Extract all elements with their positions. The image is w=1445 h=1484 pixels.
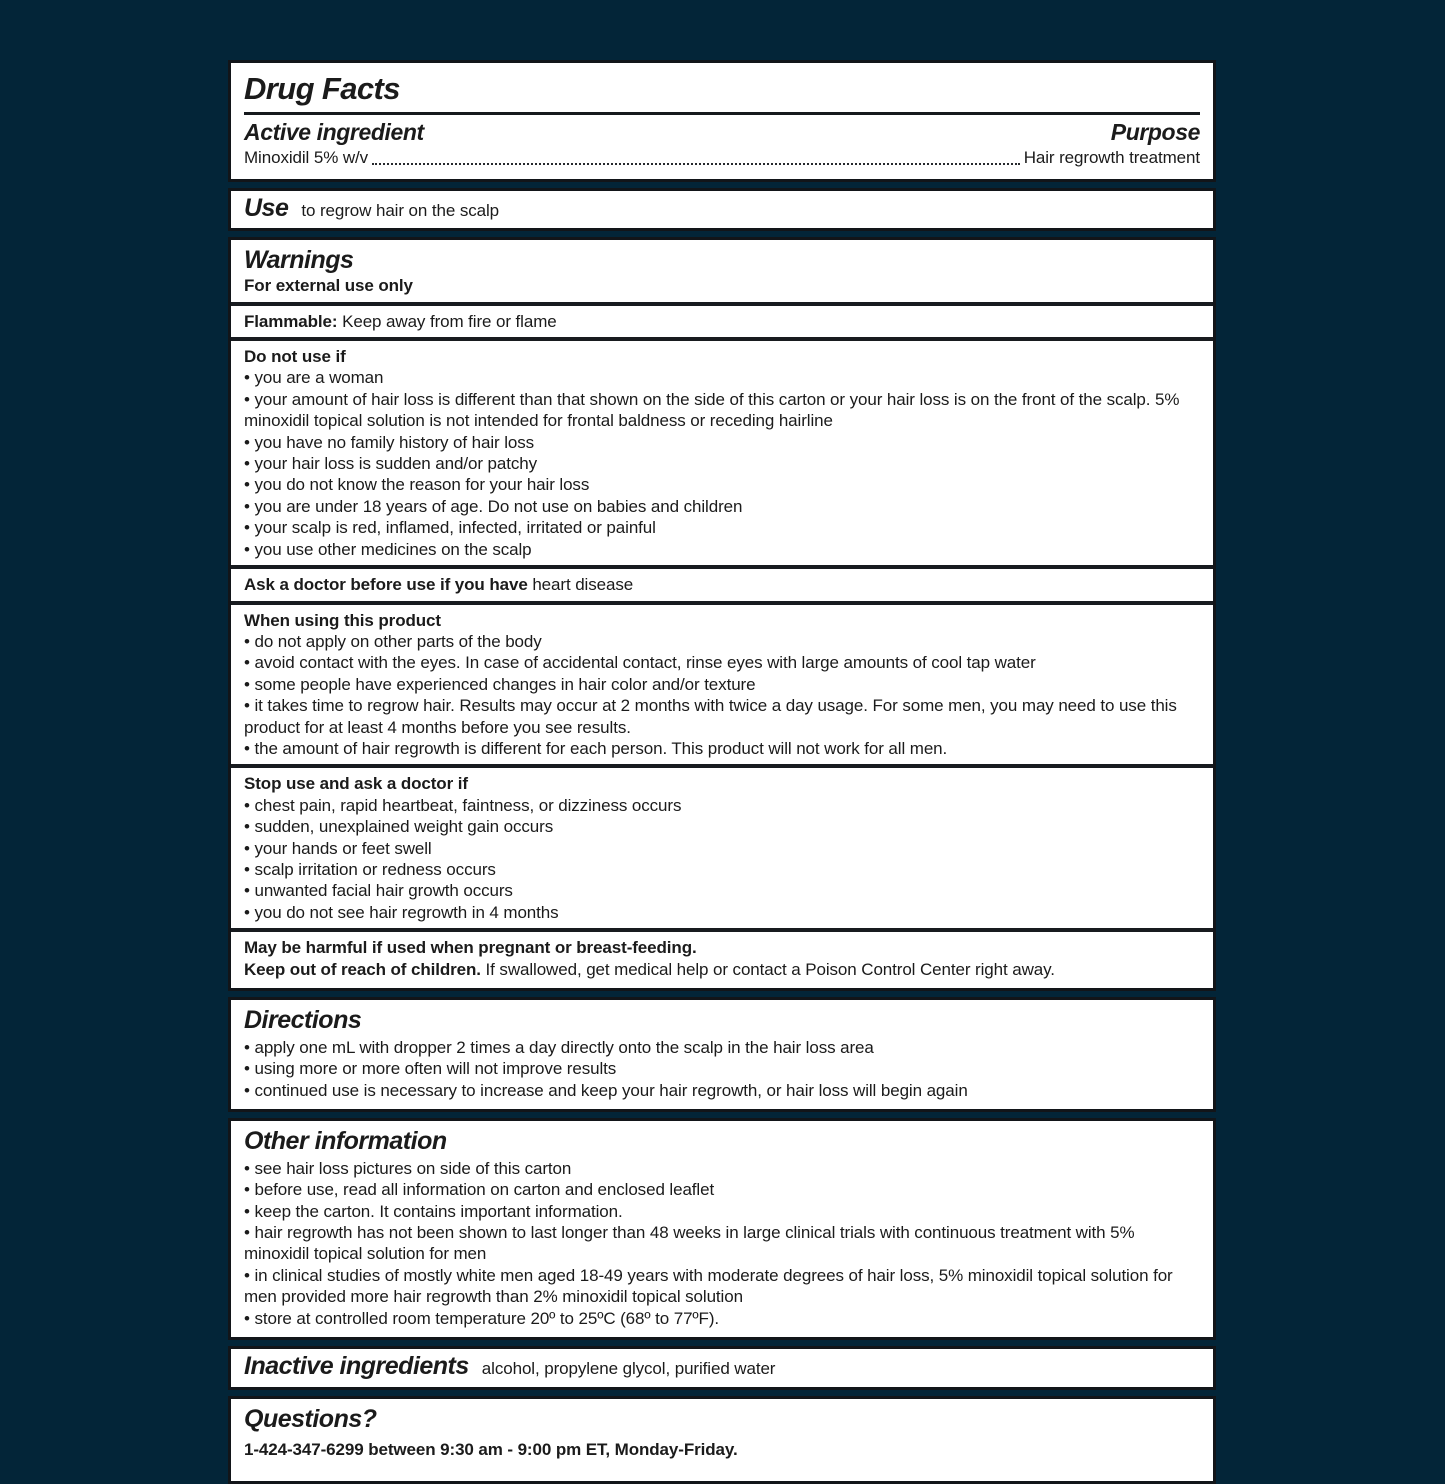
section-warnings [228, 237, 1216, 991]
ingredient-name: Minoxidil 5% w/v [244, 147, 369, 167]
bullet-item: • avoid contact with the eyes. In case of accidental contact, rinse eyes with large amounts of cool tap water [244, 653, 1036, 673]
questions-heading: Questions? [244, 1404, 377, 1433]
bullet-item: • hair regrowth has not been shown to last longer than 48 weeks in large clinical trials with continuous treatment with 5% minoxidil topical solution for men [244, 1222, 1135, 1264]
external-use-line: For external use only [244, 276, 413, 296]
bullet-item: • store at controlled room temperature 20º to 25ºC (68º to 77ºF). [244, 1308, 720, 1328]
section-divider [231, 928, 1213, 932]
drug-facts-label [228, 60, 1216, 1484]
bullet-item: • your hands or feet swell [244, 838, 432, 858]
flammable-label: Flammable: [244, 311, 338, 331]
bullet-item: • keep the carton. It contains important information. [244, 1201, 623, 1221]
section-divider [231, 337, 1213, 341]
bullet-item: • your scalp is red, inflamed, infected, irritated or painful [244, 518, 656, 538]
section-divider [231, 565, 1213, 569]
bullet-item: • using more or more often will not improve results [244, 1059, 617, 1079]
section-use [228, 188, 1216, 232]
inactive-ingredients-text: alcohol, propylene glycol, purified water [481, 1358, 776, 1378]
active-ingredient-heading: Active ingredient [244, 118, 424, 145]
section-divider [231, 302, 1213, 306]
other-information-heading: Other information [244, 1126, 447, 1155]
ask-doctor-text: heart disease [532, 575, 634, 595]
ask-doctor-label: Ask a doctor before use if you have [244, 575, 528, 595]
directions-heading: Directions [244, 1006, 362, 1035]
use-heading: Use [244, 193, 289, 222]
bullet-item: • see hair loss pictures on side of this carton [244, 1158, 572, 1178]
flammable-line [244, 311, 1200, 332]
bullet-item: • your hair loss is sudden and/or patchy [244, 454, 538, 474]
section-divider [231, 601, 1213, 605]
section-inactive-ingredients [228, 1346, 1216, 1390]
bullet-item: • it takes time to regrow hair. Results may occur at 2 months with twice a day usage. For some men, you may need to use this product for at least 4 months before you see results. [244, 696, 1177, 737]
bullet-item: • in clinical studies of mostly white men aged 18-49 years with moderate degrees of hair loss, 5% minoxidil topical solution for men provided more hair regrowth than 2% minoxidil topical solution [244, 1265, 1173, 1307]
ingredient-leader-row [244, 147, 1200, 171]
bullet-item: • you have no family history of hair loss [244, 432, 535, 452]
use-text: to regrow hair on the scalp [301, 200, 500, 220]
warnings-heading: Warnings [244, 246, 354, 275]
use-row [244, 194, 1200, 223]
bullet-item: • you do not know the reason for your hair loss [244, 475, 590, 495]
bullet-item: • chest pain, rapid heartbeat, faintness, or dizziness occurs [244, 795, 682, 815]
other-information-list [244, 1158, 1200, 1329]
purpose-heading: Purpose [1110, 118, 1200, 145]
directions-list [244, 1037, 1200, 1101]
ask-doctor-line [244, 574, 1200, 595]
bullet-item: • scalp irritation or redness occurs [244, 859, 496, 879]
keep-out-text: If swallowed, get medical help or contact a Poison Control Center right away. [485, 959, 1055, 979]
flammable-text: Keep away from fire or flame [342, 311, 557, 331]
dot-leader [372, 163, 1020, 165]
stop-use-list [244, 795, 1200, 923]
bullet-item: • unwanted facial hair growth occurs [244, 881, 513, 901]
bullet-item: • the amount of hair regrowth is different for each person. This product will not work for all men. [244, 738, 948, 758]
bullet-item: • you do not see hair regrowth in 4 months [244, 902, 559, 922]
bullet-item: • before use, read all information on carton and enclosed leaflet [244, 1180, 715, 1200]
bullet-item: • some people have experienced changes in hair color and/or texture [244, 674, 756, 694]
pregnancy-warning-line: May be harmful if used when pregnant or breast-feeding. [244, 938, 697, 958]
bullet-item: • your amount of hair loss is different than that shown on the side of this carton or your hair loss is on the front of the scalp. 5% minoxidil topical solution is not intended for frontal baldness or receding hairline [244, 389, 1180, 431]
section-other-information [228, 1118, 1216, 1340]
when-using-heading: When using this product [244, 610, 441, 630]
bullet-item: • you are under 18 years of age. Do not use on babies and children [244, 496, 743, 516]
inactive-ingredients-heading: Inactive ingredients [244, 1351, 469, 1380]
active-ingredient-purpose-row [244, 119, 1200, 146]
bullet-item: • apply one mL with dropper 2 times a day directly onto the scalp in the hair loss area [244, 1037, 874, 1057]
when-using-list [244, 631, 1200, 759]
inactive-ingredients-row [244, 1352, 1200, 1381]
keep-out-of-reach-line [244, 959, 1200, 980]
bullet-item: • you use other medicines on the scalp [244, 539, 532, 559]
bullet-item: • continued use is necessary to increase and keep your hair regrowth, or hair loss will begin again [244, 1080, 968, 1100]
bullet-item: • you are a woman [244, 368, 384, 388]
do-not-use-list [244, 367, 1200, 560]
stop-use-heading: Stop use and ask a doctor if [244, 774, 468, 794]
keep-out-label: Keep out of reach of children. [244, 959, 481, 979]
title-divider [244, 112, 1200, 115]
section-directions [228, 997, 1216, 1112]
bullet-item: • sudden, unexplained weight gain occurs [244, 817, 554, 837]
bullet-item: • do not apply on other parts of the body [244, 631, 542, 651]
questions-phone-line: 1-424-347-6299 between 9:30 am - 9:00 pm ET, Monday-Friday. [244, 1440, 738, 1460]
section-drug-facts-header [228, 60, 1216, 182]
do-not-use-heading: Do not use if [244, 347, 346, 367]
drug-facts-title: Drug Facts [244, 71, 400, 106]
section-questions [228, 1396, 1216, 1484]
purpose-value: Hair regrowth treatment [1023, 147, 1200, 167]
section-divider [231, 764, 1213, 768]
